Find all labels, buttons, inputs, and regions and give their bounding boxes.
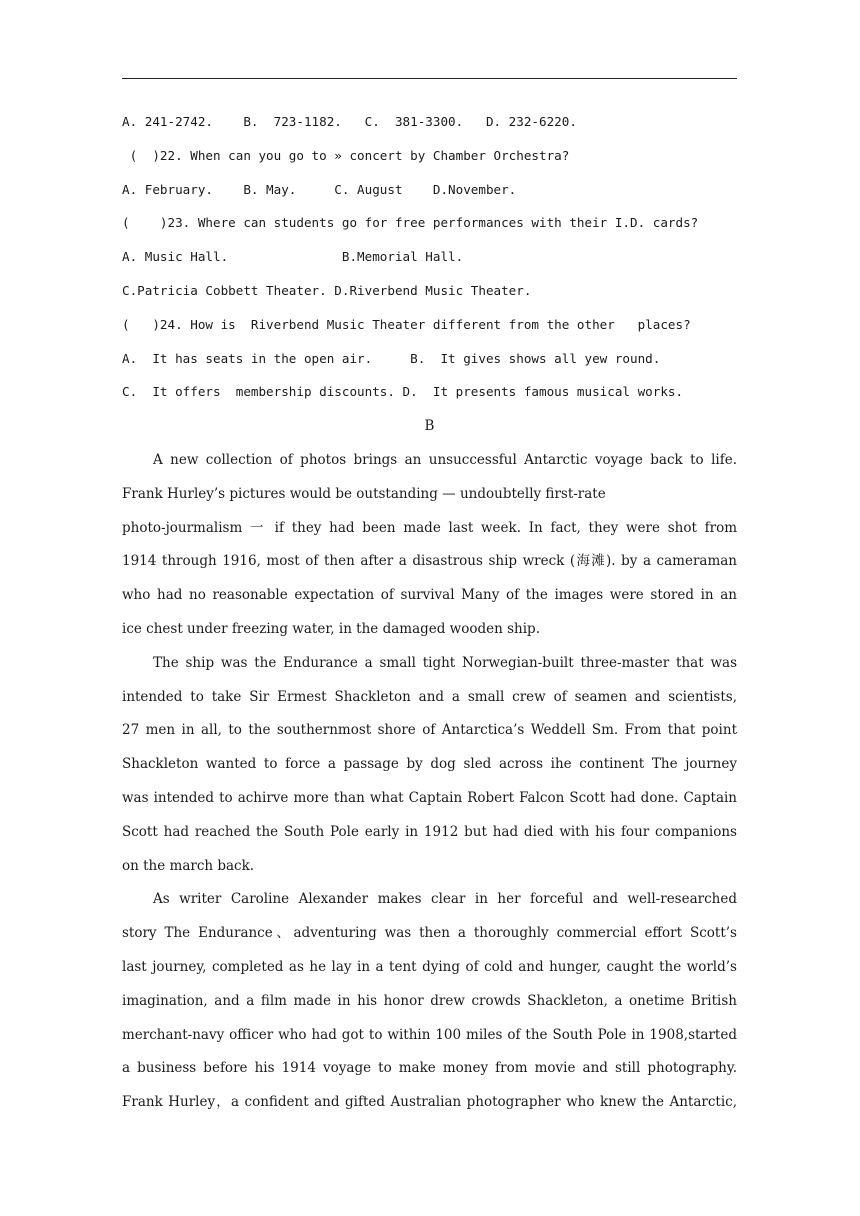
passage-line: Shackleton wanted to force a passage by dog sled across ihe continent The journey bbox=[122, 756, 737, 773]
q22-options: A. February. B. May. C. August D.November. bbox=[122, 181, 517, 197]
passage-line: Scott had reached the South Pole early in 1912 but had died with his four companions bbox=[122, 823, 737, 840]
passage-line: ice chest under freezing water, in the damaged wooden ship. bbox=[122, 620, 540, 637]
passage-line: As writer Caroline Alexander makes clear in her forceful and well-researched bbox=[153, 891, 737, 908]
passage-line: last journey, completed as he lay in a tent dying of cold and hunger, caught the world’s bbox=[122, 958, 737, 975]
q24-stem: ( )24. How is Riverbend Music Theater different from the other places? bbox=[122, 316, 691, 332]
passage-line: 27 men in all, to the southernmost shore of Antarctica’s Weddell Sm. From that point bbox=[122, 722, 737, 739]
header-rule bbox=[122, 78, 737, 79]
passage-line: story The Endurance、adventuring was then a thoroughly commercial effort Scott’s bbox=[122, 925, 737, 942]
passage-line: was intended to achirve more than what Captain Robert Falcon Scott had done. Captain bbox=[122, 789, 737, 806]
passage-line: Frank Hurley’s pictures would be outstanding — undoubtelly first-rate bbox=[122, 485, 606, 502]
passage-line: 1914 through 1916, most of then after a disastrous ship wreck (海滩). by a cameraman bbox=[122, 553, 737, 570]
q24-options-line1: A. It has seats in the open air. B. It gives shows all yew round. bbox=[122, 350, 661, 366]
passage-line: A new collection of photos brings an unsuccessful Antarctic voyage back to life. bbox=[153, 451, 737, 468]
q23-options-line2: C.Patricia Cobbett Theater. D.Riverbend Music Theater. bbox=[122, 282, 532, 298]
passage-line: on the march back. bbox=[122, 857, 255, 874]
q23-options-line1: A. Music Hall. B.Memorial Hall. bbox=[122, 249, 464, 265]
passage-line: The ship was the Endurance a small tight Norwegian-built three-master that was bbox=[153, 654, 737, 671]
q21-options: A. 241-2742. B. 723-1182. C. 381-3300. D. 232-6220. bbox=[122, 114, 577, 129]
q24-options-line2: C. It offers membership discounts. D. It presents famous musical works. bbox=[122, 384, 684, 400]
passage-line: imagination, and a film made in his honor drew crowds Shackleton, a onetime British bbox=[122, 992, 737, 1009]
passage-line: who had no reasonable expectation of survival Many of the images were stored in an bbox=[122, 587, 737, 604]
passage-line: merchant-navy officer who had got to within 100 miles of the South Pole in 1908,started bbox=[122, 1026, 737, 1043]
q23-stem: ( )23. Where can students go for free performances with their I.D. cards? bbox=[122, 215, 699, 231]
q22-stem: ( )22. When can you go to » concert by Chamber Orchestra? bbox=[122, 147, 570, 163]
passage-line: Frank Hurley，a confident and gifted Australian photographer who knew the Antarctic, bbox=[122, 1094, 737, 1111]
section-label: B bbox=[424, 418, 435, 435]
passage-line: photo-jourmalism 一 if they had been made last week. In fact, they were shot from bbox=[122, 519, 737, 536]
passage-line: a business before his 1914 voyage to make money from movie and still photography. bbox=[122, 1060, 737, 1077]
passage-line: intended to take Sir Ermest Shackleton and a small crew of seamen and scientists, bbox=[122, 688, 737, 705]
document-body bbox=[122, 108, 737, 1122]
